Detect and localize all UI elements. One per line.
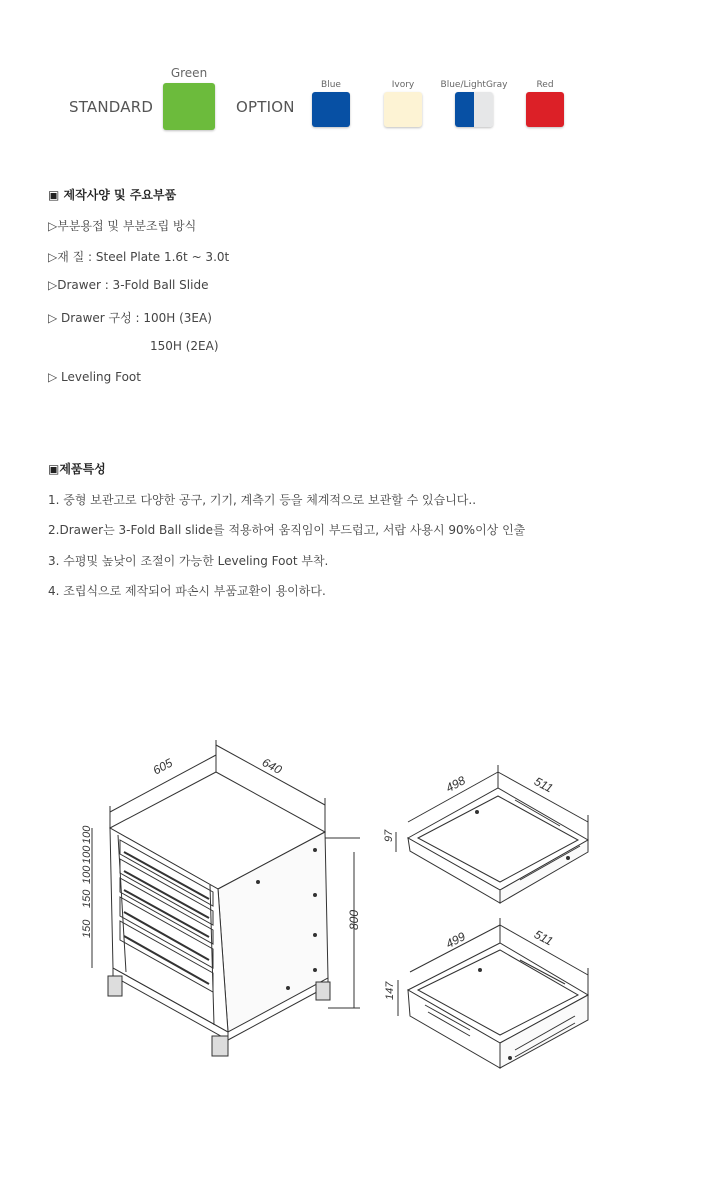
red-color-swatch bbox=[526, 92, 564, 127]
dim-drawer-h4: 150 bbox=[81, 889, 93, 908]
dim-large-drawer-depth: 511 bbox=[531, 927, 556, 949]
dim-large-drawer-width: 499 bbox=[443, 929, 468, 951]
feature-line-4: 4. 조립식으로 제작되어 파손시 부품교환이 용이하다. bbox=[48, 584, 326, 598]
dim-drawer-h2: 100 bbox=[81, 845, 93, 864]
dim-drawer-h3: 100 bbox=[81, 865, 93, 884]
feature-line-3: 3. 수평및 높낮이 조절이 가능한 Leveling Foot 부착. bbox=[48, 554, 329, 568]
blue-color-swatch bbox=[312, 92, 350, 127]
spec-line-drawer-config: ▷ Drawer 구성 : 100H (3EA) bbox=[48, 311, 212, 325]
dim-small-drawer-height: 97 bbox=[383, 829, 395, 842]
spec-title: ▣ 제작사양 및 주요부품 bbox=[48, 188, 177, 202]
feature-line-2: 2.Drawer는 3-Fold Ball slide를 적용하여 움직임이 부드럽고, 서랍 사용시 90%이상 인출 bbox=[48, 523, 526, 537]
spec-line-assembly: ▷부분용접 및 부분조립 방식 bbox=[48, 219, 197, 233]
blue-lightgray-color-swatch bbox=[455, 92, 493, 127]
green-color-swatch bbox=[163, 83, 215, 130]
dimension-drawing bbox=[0, 700, 709, 1100]
feature-line-1: 1. 중형 보관고로 다양한 공구, 기기, 계측기 등을 체계적으로 보관할 수 있습니다.. bbox=[48, 493, 477, 507]
blue-lightgray-swatch-name: Blue/LightGray bbox=[440, 80, 508, 90]
ivory-swatch-name: Ivory bbox=[391, 80, 415, 90]
spec-line-drawer-config-2: 150H (2EA) bbox=[150, 339, 219, 353]
dim-drawer-h5: 150 bbox=[81, 919, 93, 938]
option-label: OPTION bbox=[236, 98, 295, 116]
red-swatch-name: Red bbox=[536, 80, 554, 90]
dim-small-drawer-depth: 511 bbox=[531, 774, 556, 796]
spec-line-drawer-slide: ▷Drawer : 3-Fold Ball Slide bbox=[48, 278, 209, 292]
ivory-color-swatch bbox=[384, 92, 422, 127]
dim-cabinet-height: 800 bbox=[347, 909, 361, 930]
dim-cabinet-width: 605 bbox=[150, 755, 175, 778]
dim-small-drawer-width: 498 bbox=[443, 773, 468, 795]
standard-label: STANDARD bbox=[69, 98, 154, 116]
features-title: ▣제품특성 bbox=[48, 462, 106, 476]
drawer-large-illustration bbox=[408, 943, 588, 1068]
spec-line-material: ▷재 질 : Steel Plate 1.6t ~ 3.0t bbox=[48, 250, 230, 264]
green-swatch-name: Green bbox=[170, 66, 208, 80]
spec-line-leveling-foot: ▷ Leveling Foot bbox=[48, 370, 141, 384]
cabinet-illustration bbox=[108, 772, 330, 1056]
dim-large-drawer-height: 147 bbox=[384, 981, 396, 1000]
drawer-small-illustration bbox=[408, 788, 588, 903]
blue-swatch-name: Blue bbox=[321, 80, 341, 90]
dim-drawer-h1: 100 bbox=[81, 825, 93, 844]
dim-cabinet-depth: 640 bbox=[259, 755, 285, 777]
